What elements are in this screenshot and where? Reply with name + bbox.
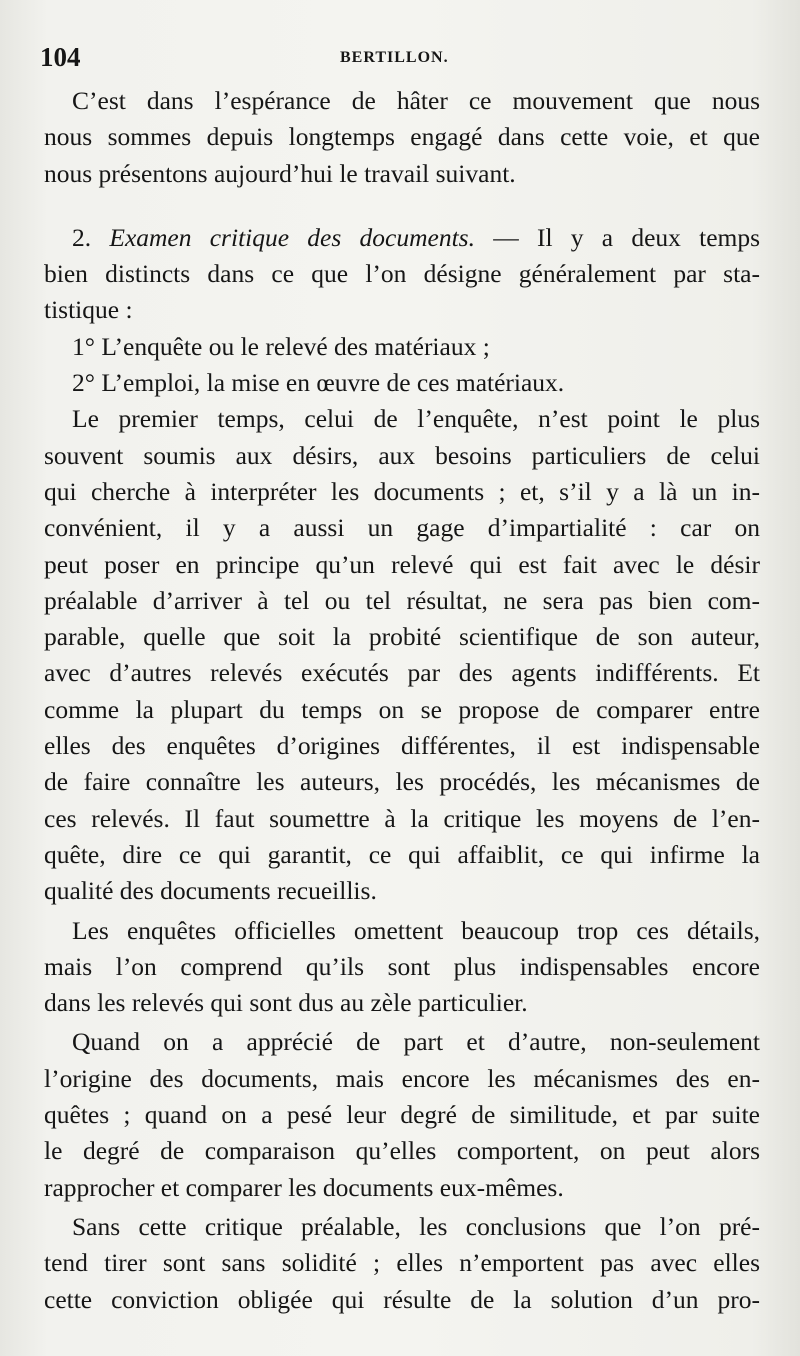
text-line: Quand on a apprécié de part et d’autre, non-seulement xyxy=(72,1027,760,1057)
text-line xyxy=(44,220,760,256)
list-item: 1° L’enquête ou le relevé des matériaux ; xyxy=(72,331,490,361)
section-lead-text: — Il y a deux temps xyxy=(493,222,761,252)
text-line: dans les relevés qui sont dus au zèle particulier. xyxy=(44,988,528,1018)
text-line: Les enquêtes officielles omettent beaucoup trop ces détails, xyxy=(72,915,760,945)
text-line: souvent soumis aux désirs, aux besoins particuliers de celui xyxy=(44,440,760,470)
text-line: avec d’autres relevés exécutés par des agents indifférents. Et xyxy=(44,658,760,688)
text-line: ces relevés. Il faut soumettre à la critique les moyens de l’en- xyxy=(44,803,760,833)
text-line: rapprocher et comparer les documents eux-mêmes. xyxy=(44,1172,564,1202)
text-line: tend tirer sont sans solidité ; elles n’emportent pas avec elles xyxy=(44,1248,760,1278)
text-line: nous sommes depuis longtemps engagé dans cette voie, et que xyxy=(44,122,760,152)
enumeration xyxy=(44,329,760,402)
text-line: parable, quelle que soit la probité scientifique de son auteur, xyxy=(44,622,760,652)
text-line: cette conviction obligée qui résulte de la solution d’un pro- xyxy=(44,1284,760,1314)
text-line: comme la plupart du temps on se propose de comparer entre xyxy=(44,694,760,724)
text-line: convénient, il y a aussi un gage d’impartialité : car on xyxy=(44,513,760,543)
paragraph xyxy=(44,83,760,192)
text-line: tistique : xyxy=(44,295,133,325)
text-line: Sans cette critique préalable, les conclusions que l’on pré- xyxy=(72,1211,760,1241)
text-line: le degré de comparaison qu’elles comportent, on peut alors xyxy=(44,1136,760,1166)
page-header xyxy=(40,38,760,78)
paragraph xyxy=(44,1209,760,1318)
paragraph xyxy=(44,913,760,1022)
text-line: quêtes ; quand on a pesé leur degré de similitude, et par suite xyxy=(44,1100,760,1130)
text-line: nous présentons aujourd’hui le travail suivant. xyxy=(44,158,516,188)
text-line: l’origine des documents, mais encore les mécanismes des en- xyxy=(44,1063,760,1093)
page-body xyxy=(44,83,760,1318)
text-line: qui cherche à interpréter les documents ; et, s’il y a là un in- xyxy=(44,476,760,506)
text-line: de faire connaître les auteurs, les procédés, les mécanismes de xyxy=(44,767,760,797)
text-line: C’est dans l’espérance de hâter ce mouvement que nous xyxy=(72,86,760,115)
running-head: BERTILLON. xyxy=(340,49,449,66)
text-line: qualité des documents recueillis. xyxy=(44,876,377,906)
text-line: mais l’on comprend qu’ils sont plus indispensables encore xyxy=(44,951,760,981)
section-paragraph xyxy=(44,220,760,329)
paragraph xyxy=(44,1024,760,1205)
text-line: elles des enquêtes d’origines différentes, il est indispensable xyxy=(44,731,760,761)
text-line: bien distincts dans ce que l’on désigne généralement par sta- xyxy=(44,259,760,289)
section-title: Examen critique des documents. xyxy=(109,222,475,252)
section-number: 2. xyxy=(72,222,92,252)
page-number: 104 xyxy=(40,42,81,72)
text-line: quête, dire ce qui garantit, ce qui affaiblit, ce qui infirme la xyxy=(44,839,760,869)
paragraph xyxy=(44,401,760,909)
text-line: préalable d’arriver à tel ou tel résultat, ne sera pas bien com- xyxy=(44,585,760,615)
list-item: 2° L’emploi, la mise en œuvre de ces matériaux. xyxy=(72,368,565,398)
text-line: peut poser en principe qu’un relevé qui est fait avec le désir xyxy=(44,549,760,579)
text-line: Le premier temps, celui de l’enquête, n’est point le plus xyxy=(72,404,760,434)
